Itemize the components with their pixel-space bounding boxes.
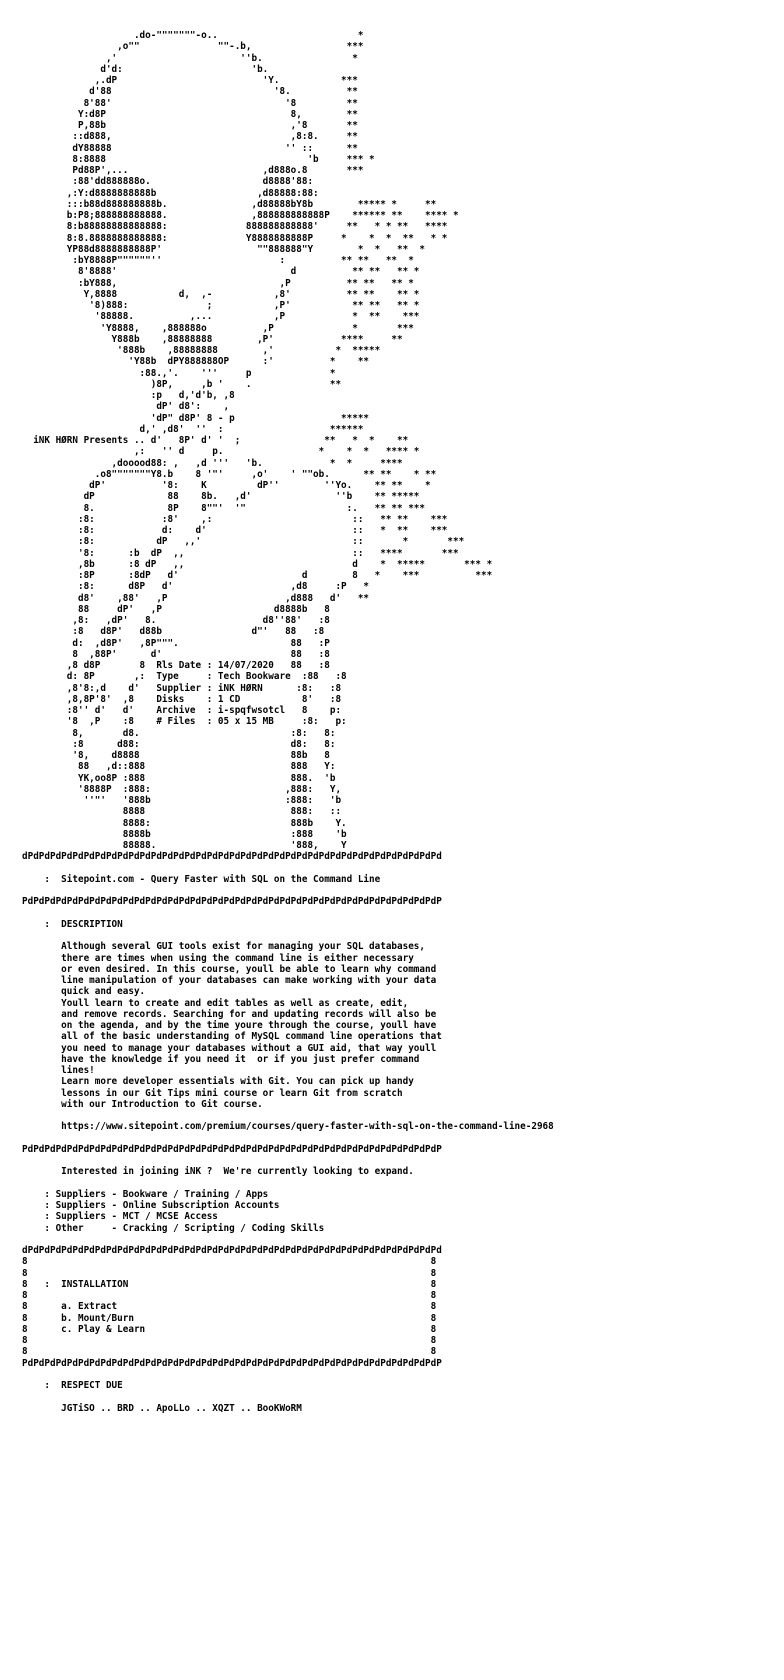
nfo-line: : Suppliers - Bookware / Training / Apps <box>22 1188 269 1200</box>
nfo-line: '8: :b dP ,, :: **** *** <box>22 547 459 559</box>
nfo-line: 8 c. Play & Learn 8 <box>22 1323 437 1335</box>
nfo-line: d,' ,d8' '' : ****** <box>22 423 364 435</box>
nfo-line: iNK HØRN Presents .. d' 8P' d' ' ; ** * * ** <box>22 435 409 446</box>
nfo-line: :88.,'. ''' p * <box>22 367 336 379</box>
nfo-line[interactable]: https://www.sitepoint.com/premium/courses/query-faster-with-sql-on-the-command-line-2968 <box>22 1121 554 1133</box>
nfo-line <box>22 885 554 896</box>
nfo-line: P,88b ,'8 ** <box>22 120 358 131</box>
nfo-line: : Suppliers - Online Subscription Accounts <box>22 1200 280 1211</box>
nfo-line: '8, d8888 88b 8 <box>22 750 330 761</box>
nfo-line: 8888: 888b Y. <box>22 817 347 829</box>
nfo-line: ,8,8P'8' ,8 Disks : 1 CD 8' :8 <box>22 693 342 705</box>
nfo-line: :8 d88: d8: 8: <box>22 738 336 750</box>
nfo-line: PdPdPdPdPdPdPdPdPdPdPdPdPdPdPdPdPdPdPdPdPdPdPdPdPdPdPdPdPdPdPdPdPdPdPdPdPdP <box>22 896 442 908</box>
nfo-line: '8888P :888: ,888: Y, <box>22 783 342 795</box>
nfo-line: :8: d8P d' ,d8 :P * <box>22 581 370 593</box>
nfo-line: 'Y88b dPY888888OP :' * ** <box>22 356 370 368</box>
nfo-line: : Other - Cracking / Scripting / Coding Skills <box>22 1222 325 1234</box>
nfo-line: Y,8888 d, ,- ,8' ** ** ** * <box>22 288 420 300</box>
nfo-line: b:P8;888888888888. ,888888888888P ****** ** **** * <box>22 210 459 221</box>
nfo-line: ,8b :8 dP ,, d * ***** *** * <box>22 558 493 570</box>
nfo-line: dP' d8': , <box>22 401 230 413</box>
nfo-line: ''"' '888b :888: 'b <box>22 795 342 806</box>
nfo-line: .o8"""""""Y8.b 8 '"' ,o' ' ""ob. ** ** * ** <box>22 468 437 480</box>
nfo-line: lines! <box>22 1065 95 1076</box>
nfo-line: :p d,'d'b, ,8 <box>22 390 235 401</box>
nfo-line: 8 b. Mount/Burn 8 <box>22 1312 437 1324</box>
nfo-line: PdPdPdPdPdPdPdPdPdPdPdPdPdPdPdPdPdPdPdPdPdPdPdPdPdPdPdPdPdPdPdPdPdPdPdPdPdP <box>22 1357 442 1369</box>
nfo-line: 8 8 <box>22 1256 437 1268</box>
nfo-line: Interested in joining iNK ? We're currently looking to expand. <box>22 1166 414 1178</box>
nfo-line: quick and easy. <box>22 986 146 998</box>
nfo-line: 8 8 <box>22 1290 437 1301</box>
nfo-line: d'88 '8. ** <box>22 86 358 98</box>
nfo-line: ,dooood88: , ,d ''' 'b. * * **** <box>22 457 403 469</box>
nfo-text-document <box>22 30 554 1414</box>
nfo-line: dPdPdPdPdPdPdPdPdPdPdPdPdPdPdPdPdPdPdPdPdPdPdPdPdPdPdPdPdPdPdPdPdPdPdPdPdPd <box>22 851 442 863</box>
nfo-line <box>22 930 554 941</box>
nfo-line: Although several GUI tools exist for managing your SQL databases, <box>22 941 425 953</box>
nfo-line: 8:b88888888888888: 888888888888' ** * * ** **** <box>22 221 448 233</box>
nfo-line: Y888b ,88888888 ,P' **** ** <box>22 333 403 345</box>
nfo-line <box>22 1133 554 1144</box>
nfo-line: Pd88P',... ,d888o.8 *** <box>22 165 364 176</box>
nfo-line: :bY8888P""""""'' : ** ** ** * <box>22 255 414 266</box>
nfo-line: ,8'8:,d d' Supplier : iNK HØRN :8: :8 <box>22 682 342 694</box>
nfo-line: .do-"""""""-o.. * <box>22 30 364 41</box>
nfo-line: ,: '' d p. * * * **** * <box>22 446 420 458</box>
nfo-line: YK,oo8P :888 888. 'b <box>22 772 336 784</box>
nfo-line: there are times when using the command line is either necessary <box>22 952 414 964</box>
nfo-line: :8P :8dP d' d 8 * *** *** <box>22 570 493 581</box>
nfo-line: 88 ,d::888 888 Y: <box>22 761 336 773</box>
nfo-line: 8. 8P 8""' '" :. ** ** *** <box>22 502 425 514</box>
nfo-line: d: ,d8P' ,8P""". 88 :P <box>22 637 330 649</box>
nfo-line: 8 : INSTALLATION 8 <box>22 1278 437 1290</box>
nfo-line: 8 ,88P' d' 88 :8 <box>22 648 330 660</box>
nfo-line: :bY888, ,P ** ** ** * <box>22 277 414 289</box>
nfo-line: 8 8 <box>22 1346 437 1358</box>
nfo-line: 8'8888' d ** ** ** * <box>22 266 420 278</box>
nfo-line: Youll learn to create and edit tables as well as create, edit, <box>22 997 409 1009</box>
nfo-line: have the knowledge if you need it or if you just prefer command <box>22 1053 420 1065</box>
nfo-line: 8 a. Extract 8 <box>22 1301 437 1313</box>
nfo-line: )8P, ,b ' . ** <box>22 378 342 390</box>
nfo-line: dPdPdPdPdPdPdPdPdPdPdPdPdPdPdPdPdPdPdPdPdPdPdPdPdPdPdPdPdPdPdPdPdPdPdPdPdPd <box>22 1245 442 1256</box>
nfo-line <box>22 1391 554 1402</box>
nfo-line: 8:8888 'b *** * <box>22 153 375 165</box>
nfo-line: 8 8 <box>22 1335 437 1346</box>
nfo-line: ::d888, ,8:8. ** <box>22 131 358 143</box>
nfo-line: ,8 d8P 8 Rls Date : 14/07/2020 88 :8 <box>22 660 330 671</box>
nfo-line: 8'88' '8 ** <box>22 97 358 109</box>
nfo-line <box>22 1234 554 1245</box>
nfo-line <box>22 1155 554 1166</box>
nfo-line: : Suppliers - MCT / MCSE Access <box>22 1211 218 1223</box>
nfo-line: ,o"" ""-.b, *** <box>22 41 364 53</box>
nfo-line: 'Y8888, ,888888o ,P * *** <box>22 322 414 334</box>
nfo-line: :8 d8P' d88b d"' 88 :8 <box>22 626 325 638</box>
nfo-line: '8)888: ; ,P' ** ** ** * <box>22 300 420 311</box>
nfo-line: : DESCRIPTION <box>22 918 123 930</box>
nfo-line: d: 8P ,: Type : Tech Bookware :88 :8 <box>22 671 347 683</box>
nfo-line: :8: dP ,,' :: * *** <box>22 536 465 548</box>
nfo-line: Y:d8P 8, ** <box>22 108 358 120</box>
nfo-line: :8: d: d' :: * ** *** <box>22 525 448 536</box>
nfo-line: dP' '8: K dP'' ''Yo. ** ** * <box>22 480 431 491</box>
nfo-line: ,' ''b. * <box>22 52 358 64</box>
nfo-line: ,.dP 'Y. *** <box>22 75 358 86</box>
nfo-line: all of the basic understanding of MySQL command line operations that <box>22 1031 442 1043</box>
nfo-line: 8, d8. :8: 8: <box>22 727 336 739</box>
nfo-line: 8 8 <box>22 1267 437 1279</box>
nfo-line: 8888 888: :: <box>22 806 342 818</box>
nfo-line: ,:Y:d8888888888b ,d88888:88: <box>22 187 319 199</box>
nfo-line: : Sitepoint.com - Query Faster with SQL on the Command Line <box>22 873 381 885</box>
nfo-line: ,8: ,dP' 8. d8''88' :8 <box>22 615 330 626</box>
nfo-line: '888b ,88888888 ,' * ***** <box>22 345 381 356</box>
nfo-line: 88888. '888, Y <box>22 840 347 851</box>
nfo-line: 88 dP' ,P d8888b 8 <box>22 603 330 615</box>
nfo-line: '8 ,P :8 # Files : 05 x 15 MB :8: p: <box>22 716 347 728</box>
nfo-line: :8'' d' d' Archive : i-spqfwsotcl 8 p: <box>22 705 342 716</box>
nfo-line: or even desired. In this course, youll be able to learn why command <box>22 963 437 975</box>
nfo-line: with our Introduction to Git course. <box>22 1098 263 1110</box>
nfo-line <box>22 1178 554 1189</box>
nfo-line: d8' ,88' ,P ,d888 d' ** <box>22 592 370 604</box>
nfo-line: line manipulation of your databases can make working with your data <box>22 975 437 986</box>
nfo-line: :::b88d888888888b. ,d88888bY8b ***** * ** <box>22 198 437 210</box>
nfo-line: on the agenda, and by the time youre through the course, youll have <box>22 1020 437 1031</box>
nfo-line: and remove records. Searching for and updating records will also be <box>22 1008 437 1020</box>
nfo-line: JGTiSO .. BRD .. ApoLLo .. XQZT .. BooKWoRM <box>22 1402 302 1414</box>
nfo-line: dY88888 '' :: ** <box>22 142 358 154</box>
nfo-line <box>22 908 554 919</box>
nfo-line <box>22 1369 554 1380</box>
nfo-line: : RESPECT DUE <box>22 1380 123 1391</box>
nfo-line <box>22 1110 554 1121</box>
nfo-line: Learn more developer essentials with Git. You can pick up handy <box>22 1076 414 1088</box>
nfo-line: '88888. ,... ,P * ** *** <box>22 311 420 323</box>
nfo-line: dP 88 8b. ,d' ''b ** ***** <box>22 491 420 503</box>
nfo-line: :88'dd888888o. d8888'88: <box>22 176 314 188</box>
nfo-line: YP88d8888888888P' ""888888"Y * * ** * <box>22 243 425 255</box>
nfo-line: PdPdPdPdPdPdPdPdPdPdPdPdPdPdPdPdPdPdPdPdPdPdPdPdPdPdPdPdPdPdPdPdPdPdPdPdPdP <box>22 1143 442 1155</box>
nfo-line: 8:8.8888888888888: Y8888888888P * * * ** * * <box>22 232 448 244</box>
nfo-line: 8888b :888 'b <box>22 828 347 840</box>
nfo-line: d'd: 'b. <box>22 63 269 75</box>
nfo-line: 'dP" d8P' 8 - p ***** <box>22 412 370 424</box>
nfo-line: you need to manage your databases without a GUI aid, that way youll <box>22 1042 437 1054</box>
nfo-line <box>22 863 554 874</box>
nfo-line: lessons in our Git Tips mini course or learn Git from scratch <box>22 1087 403 1099</box>
nfo-line: :8: :8' ,: :: ** ** *** <box>22 513 448 525</box>
